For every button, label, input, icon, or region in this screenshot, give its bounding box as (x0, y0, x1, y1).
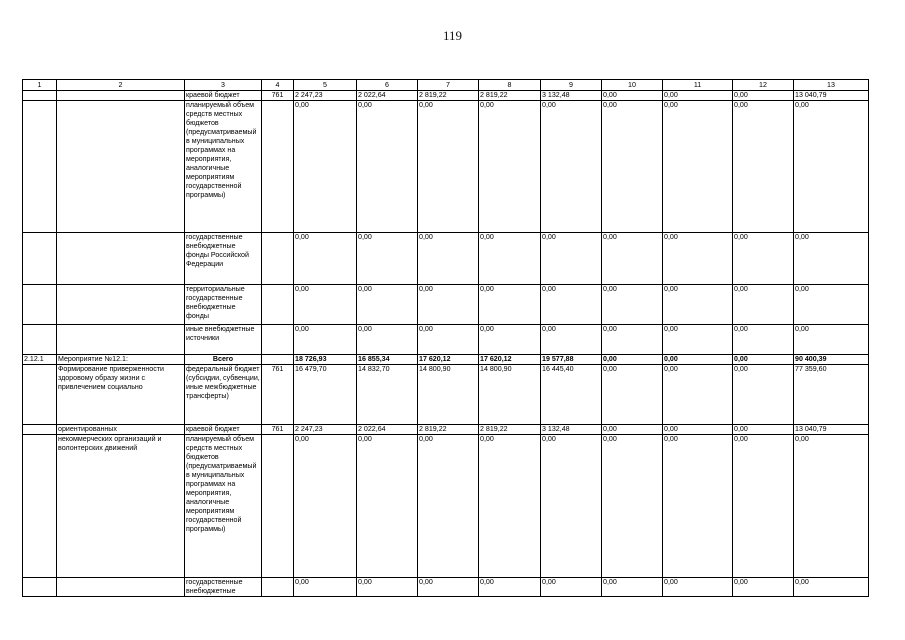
value-cell: 0,00 (418, 578, 479, 597)
row-number-cell (23, 285, 57, 325)
value-cell: 2 819,22 (418, 425, 479, 435)
value-cell: 0,00 (541, 435, 602, 578)
funding-source-cell: территориальные государственные внебюджетные фонды (185, 285, 262, 325)
activity-name-cell: ориентированных (57, 425, 185, 435)
table-row (23, 365, 869, 425)
value-cell: 0,00 (733, 101, 794, 233)
value-cell: 0,00 (294, 578, 357, 597)
activity-name-cell: Формирование приверженности здоровому образу жизни с привлечением социально (57, 365, 185, 425)
activity-name-cell (57, 325, 185, 355)
value-cell: 0,00 (602, 578, 663, 597)
header-row (23, 80, 869, 91)
value-cell: 13 040,79 (794, 425, 869, 435)
value-cell: 0,00 (357, 101, 418, 233)
row-number-cell (23, 325, 57, 355)
value-cell: 0,00 (602, 425, 663, 435)
value-cell: 16 855,34 (357, 355, 418, 365)
funding-source-cell: планируемый объем средств местных бюджетов (предусматриваемый в муниципальных программах на мероприятия, аналогичные мероприятиям государственной программы) (185, 101, 262, 233)
table-row (23, 325, 869, 355)
value-cell: 16 479,70 (294, 365, 357, 425)
value-cell: 16 445,40 (541, 365, 602, 425)
value-cell: 0,00 (733, 578, 794, 597)
value-cell: 0,00 (541, 325, 602, 355)
code-cell (262, 578, 294, 597)
activity-name-cell (57, 91, 185, 101)
value-cell: 0,00 (794, 435, 869, 578)
value-cell: 0,00 (294, 101, 357, 233)
value-cell: 0,00 (479, 101, 541, 233)
funding-source-cell: государственные внебюджетные (185, 578, 262, 597)
activity-name-cell (57, 233, 185, 285)
value-cell: 0,00 (733, 355, 794, 365)
value-cell: 2 022,64 (357, 91, 418, 101)
funding-source-cell: краевой бюджет (185, 425, 262, 435)
value-cell: 0,00 (357, 325, 418, 355)
header-cell: 11 (663, 80, 733, 91)
row-number-cell (23, 91, 57, 101)
header-cell: 6 (357, 80, 418, 91)
value-cell: 0,00 (418, 285, 479, 325)
header-cell: 13 (794, 80, 869, 91)
value-cell: 2 247,23 (294, 91, 357, 101)
value-cell: 19 577,88 (541, 355, 602, 365)
value-cell: 0,00 (357, 578, 418, 597)
value-cell: 0,00 (663, 233, 733, 285)
value-cell: 0,00 (602, 435, 663, 578)
value-cell: 0,00 (794, 325, 869, 355)
value-cell: 0,00 (479, 435, 541, 578)
value-cell: 0,00 (663, 425, 733, 435)
table-row (23, 435, 869, 578)
value-cell: 0,00 (479, 233, 541, 285)
value-cell: 0,00 (602, 91, 663, 101)
value-cell: 0,00 (663, 435, 733, 578)
code-cell (262, 435, 294, 578)
funding-source-cell: государственные внебюджетные фонды Российской Федерации (185, 233, 262, 285)
value-cell: 0,00 (602, 285, 663, 325)
value-cell: 0,00 (733, 233, 794, 285)
value-cell: 3 132,48 (541, 425, 602, 435)
code-cell (262, 325, 294, 355)
code-cell (262, 233, 294, 285)
code-cell (262, 285, 294, 325)
value-cell: 2 247,23 (294, 425, 357, 435)
value-cell: 0,00 (663, 578, 733, 597)
value-cell: 2 022,64 (357, 425, 418, 435)
header-cell: 4 (262, 80, 294, 91)
value-cell: 0,00 (663, 365, 733, 425)
header-cell: 12 (733, 80, 794, 91)
value-cell: 0,00 (479, 285, 541, 325)
value-cell: 0,00 (541, 101, 602, 233)
funding-source-cell: федеральный бюджет (субсидии, субвенции, иные межбюджетные трансферты) (185, 365, 262, 425)
value-cell: 13 040,79 (794, 91, 869, 101)
code-cell (262, 101, 294, 233)
header-cell: 2 (57, 80, 185, 91)
value-cell: 0,00 (794, 285, 869, 325)
value-cell: 0,00 (602, 233, 663, 285)
header-cell: 3 (185, 80, 262, 91)
row-number-cell (23, 233, 57, 285)
code-cell: 761 (262, 91, 294, 101)
value-cell: 0,00 (663, 325, 733, 355)
value-cell: 0,00 (663, 101, 733, 233)
row-number-cell (23, 578, 57, 597)
value-cell: 0,00 (663, 91, 733, 101)
row-number-cell (23, 425, 57, 435)
value-cell: 0,00 (294, 285, 357, 325)
value-cell: 14 832,70 (357, 365, 418, 425)
value-cell: 0,00 (418, 233, 479, 285)
header-cell: 10 (602, 80, 663, 91)
code-cell: 761 (262, 365, 294, 425)
activity-name-cell (57, 285, 185, 325)
value-cell: 0,00 (663, 355, 733, 365)
header-cell: 9 (541, 80, 602, 91)
value-cell: 2 819,22 (479, 91, 541, 101)
activity-name-cell (57, 578, 185, 597)
value-cell: 3 132,48 (541, 91, 602, 101)
activity-name-cell (57, 101, 185, 233)
value-cell: 0,00 (733, 91, 794, 101)
table-row (23, 91, 869, 101)
value-cell: 14 800,90 (479, 365, 541, 425)
value-cell: 0,00 (294, 325, 357, 355)
value-cell: 0,00 (357, 285, 418, 325)
value-cell: 2 819,22 (418, 91, 479, 101)
value-cell: 17 620,12 (479, 355, 541, 365)
value-cell: 0,00 (418, 325, 479, 355)
row-number-cell (23, 101, 57, 233)
value-cell: 2 819,22 (479, 425, 541, 435)
funding-source-cell: Всего (185, 355, 262, 365)
value-cell: 17 620,12 (418, 355, 479, 365)
value-cell: 0,00 (479, 325, 541, 355)
row-number-cell (23, 365, 57, 425)
header-cell: 8 (479, 80, 541, 91)
value-cell: 0,00 (733, 435, 794, 578)
value-cell: 0,00 (357, 435, 418, 578)
activity-name-cell: некоммерческих организаций и волонтерских движений (57, 435, 185, 578)
value-cell: 0,00 (663, 285, 733, 325)
value-cell: 90 400,39 (794, 355, 869, 365)
value-cell: 0,00 (357, 233, 418, 285)
table-row (23, 425, 869, 435)
value-cell: 0,00 (294, 435, 357, 578)
value-cell: 0,00 (294, 233, 357, 285)
funding-source-cell: краевой бюджет (185, 91, 262, 101)
row-number-cell: 2.12.1 (23, 355, 57, 365)
value-cell: 0,00 (541, 285, 602, 325)
value-cell: 0,00 (418, 435, 479, 578)
table-row (23, 101, 869, 233)
value-cell: 0,00 (602, 365, 663, 425)
value-cell: 0,00 (602, 325, 663, 355)
value-cell: 77 359,60 (794, 365, 869, 425)
value-cell: 0,00 (733, 425, 794, 435)
header-cell: 5 (294, 80, 357, 91)
funding-source-cell: иные внебюджетные источники (185, 325, 262, 355)
value-cell: 0,00 (733, 325, 794, 355)
value-cell: 0,00 (541, 233, 602, 285)
table-row (23, 578, 869, 597)
code-cell: 761 (262, 425, 294, 435)
value-cell: 14 800,90 (418, 365, 479, 425)
page-number: 119 (442, 28, 463, 43)
value-cell: 0,00 (794, 578, 869, 597)
value-cell: 18 726,93 (294, 355, 357, 365)
header-cell: 1 (23, 80, 57, 91)
value-cell: 0,00 (479, 578, 541, 597)
budget-table (22, 79, 869, 597)
activity-name-cell: Мероприятие №12.1: (57, 355, 185, 365)
table-row (23, 355, 869, 365)
value-cell: 0,00 (733, 365, 794, 425)
value-cell: 0,00 (602, 355, 663, 365)
value-cell: 0,00 (733, 285, 794, 325)
header-cell: 7 (418, 80, 479, 91)
funding-source-cell: планируемый объем средств местных бюджетов (предусматриваемый в муниципальных программах на мероприятия, аналогичные мероприятиям государственной программы) (185, 435, 262, 578)
value-cell: 0,00 (602, 101, 663, 233)
value-cell: 0,00 (541, 578, 602, 597)
table-row (23, 233, 869, 285)
value-cell: 0,00 (418, 101, 479, 233)
value-cell: 0,00 (794, 101, 869, 233)
table-row (23, 285, 869, 325)
row-number-cell (23, 435, 57, 578)
value-cell: 0,00 (794, 233, 869, 285)
code-cell (262, 355, 294, 365)
